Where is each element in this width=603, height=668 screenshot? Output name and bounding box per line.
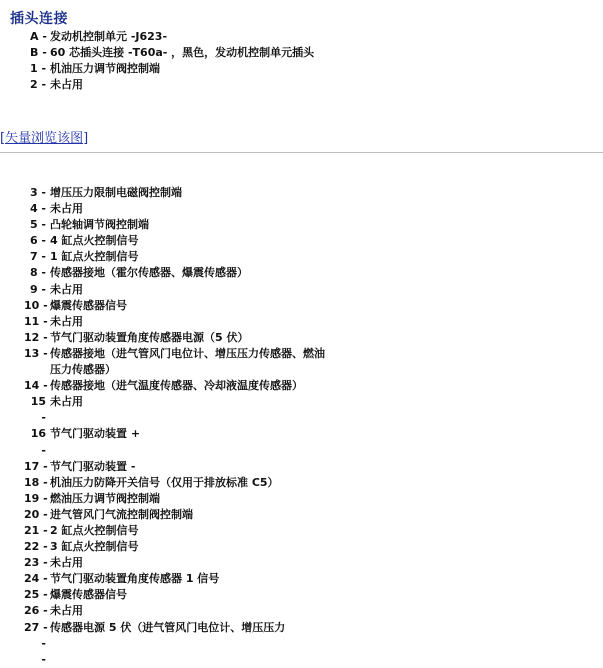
pin-number: 17 - [24,459,48,473]
pin-item [24,378,334,394]
pin-description: 爆震传感器信号 [50,588,127,602]
pin-description: 节气门驱动装置角度传感器电源（5 伏） [50,330,249,344]
pin-item [24,459,334,475]
pin-description: 凸轮轴调节阀控制端 [50,218,149,232]
pin-item [24,507,334,523]
pin-item [24,282,334,298]
pin-number: 21 - [24,523,48,537]
pin-number: 4 - [29,202,46,216]
pin-description: 传感器电源 5 伏（进气管风门电位计、增压压力 [50,620,286,634]
pin-description: 3 缸点火控制信号 [50,540,139,554]
pin-description: 未占用 [50,556,83,570]
pin-item [24,620,334,636]
pin-item [24,475,334,491]
page-title: 插头连接 [10,11,68,27]
pin-description: 节气门驱动装置角度传感器 1 信号 [50,572,220,586]
pin-description: 1 缸点火控制信号 [50,250,139,264]
pin-item [24,523,334,539]
pin-item [24,330,334,346]
pin-number: 11 - [24,314,48,328]
pin-number: 16 - [30,427,46,457]
pin-item [24,217,334,233]
legend-text: 发动机控制单元 -J623- [50,30,168,43]
pin-description: 未占用 [50,314,83,328]
pin-description: 4 缸点火控制信号 [50,234,139,248]
pin-description: 机油压力防降开关信号（仅用于排放标准 C5） [50,475,279,489]
pin-item [24,539,334,555]
legend-text: 未占用 [50,78,83,92]
pin-number: 10 - [24,298,48,312]
legend-text: 60 芯插头连接 -T60a- ，黑色，发动机控制单元插头 [50,46,315,60]
legend-item [30,77,314,93]
pin-item [24,491,334,507]
pin-description: 未占用 [50,202,83,216]
pin-description: 传感器接地（进气温度传感器、冷却液温度传感器） [50,379,303,393]
pin-number: 5 - [29,218,46,232]
legend-text: 机油压力调节阀控制端 [50,62,160,76]
pin-number: 18 - [24,475,48,489]
pin-description: 燃油压力调节阀控制端 [50,491,160,505]
pin-number: 13 - [24,346,48,360]
pin-description: 爆震传感器信号 [50,298,127,312]
legend-key: B - [30,46,47,60]
pin-item [24,555,334,571]
pin-number: 6 - [29,234,46,248]
pin-description: 节气门驱动装置 - [50,459,136,473]
pin-item [24,185,334,201]
divider [0,152,603,153]
pin-item [24,587,334,603]
pin-item [24,265,334,281]
pin-list [24,185,334,668]
pin-item [24,603,334,619]
pin-description: 节气门驱动装置 + [50,427,141,441]
pin-description: 未占用 [50,282,83,296]
pin-item [24,394,334,426]
pin-item [24,314,334,330]
pin-item [24,426,334,458]
pin-number: 9 - [29,282,46,296]
pin-number: 20 - [24,507,48,521]
pin-description: 增压压力限制电磁阀控制端 [50,186,182,199]
legend-item [30,29,314,45]
legend-item [30,61,314,77]
pin-item [24,298,334,314]
pin-number: 25 - [24,588,48,602]
pin-number: - [41,636,46,650]
pin-number: 8 - [29,266,46,280]
legend-key: 1 - [30,62,47,76]
pin-item [24,233,334,249]
pin-number: 19 - [24,491,48,505]
pin-number: 3 - [29,186,46,199]
pin-item [24,249,334,265]
pin-description: 未占用 [50,604,83,618]
pin-description: 进气管风门气流控制阀控制端 [50,507,193,521]
pin-number: 27 - [24,620,48,634]
pin-description: 传感器接地（霍尔传感器、爆震传感器） [50,266,248,280]
legend-key: A - [30,30,47,43]
pin-item [24,636,334,652]
vector-view-link[interactable]: [矢量浏览该图] [0,131,89,146]
pin-number: 26 - [24,604,48,618]
pin-description: 传感器接地（进气管风门电位计、增压压力传感器、燃油压力传感器） [50,346,325,377]
pin-description: 2 缸点火控制信号 [50,523,139,537]
pin-number: 15 - [30,395,46,425]
pin-item [24,571,334,587]
pin-description: 未占用 [50,395,83,409]
pin-number: 23 - [24,556,48,570]
pin-number: 12 - [24,330,48,344]
pin-number: 22 - [24,540,48,554]
connector-legend [30,29,314,93]
pin-number: 24 - [24,572,48,586]
pin-number: - [41,652,46,666]
legend-key: 2 - [30,78,47,92]
pin-number: 14 - [24,379,48,393]
pin-item [24,346,334,378]
pin-item [24,201,334,217]
pin-number: 7 - [29,250,46,264]
pin-item [24,652,334,668]
legend-item [30,45,314,61]
